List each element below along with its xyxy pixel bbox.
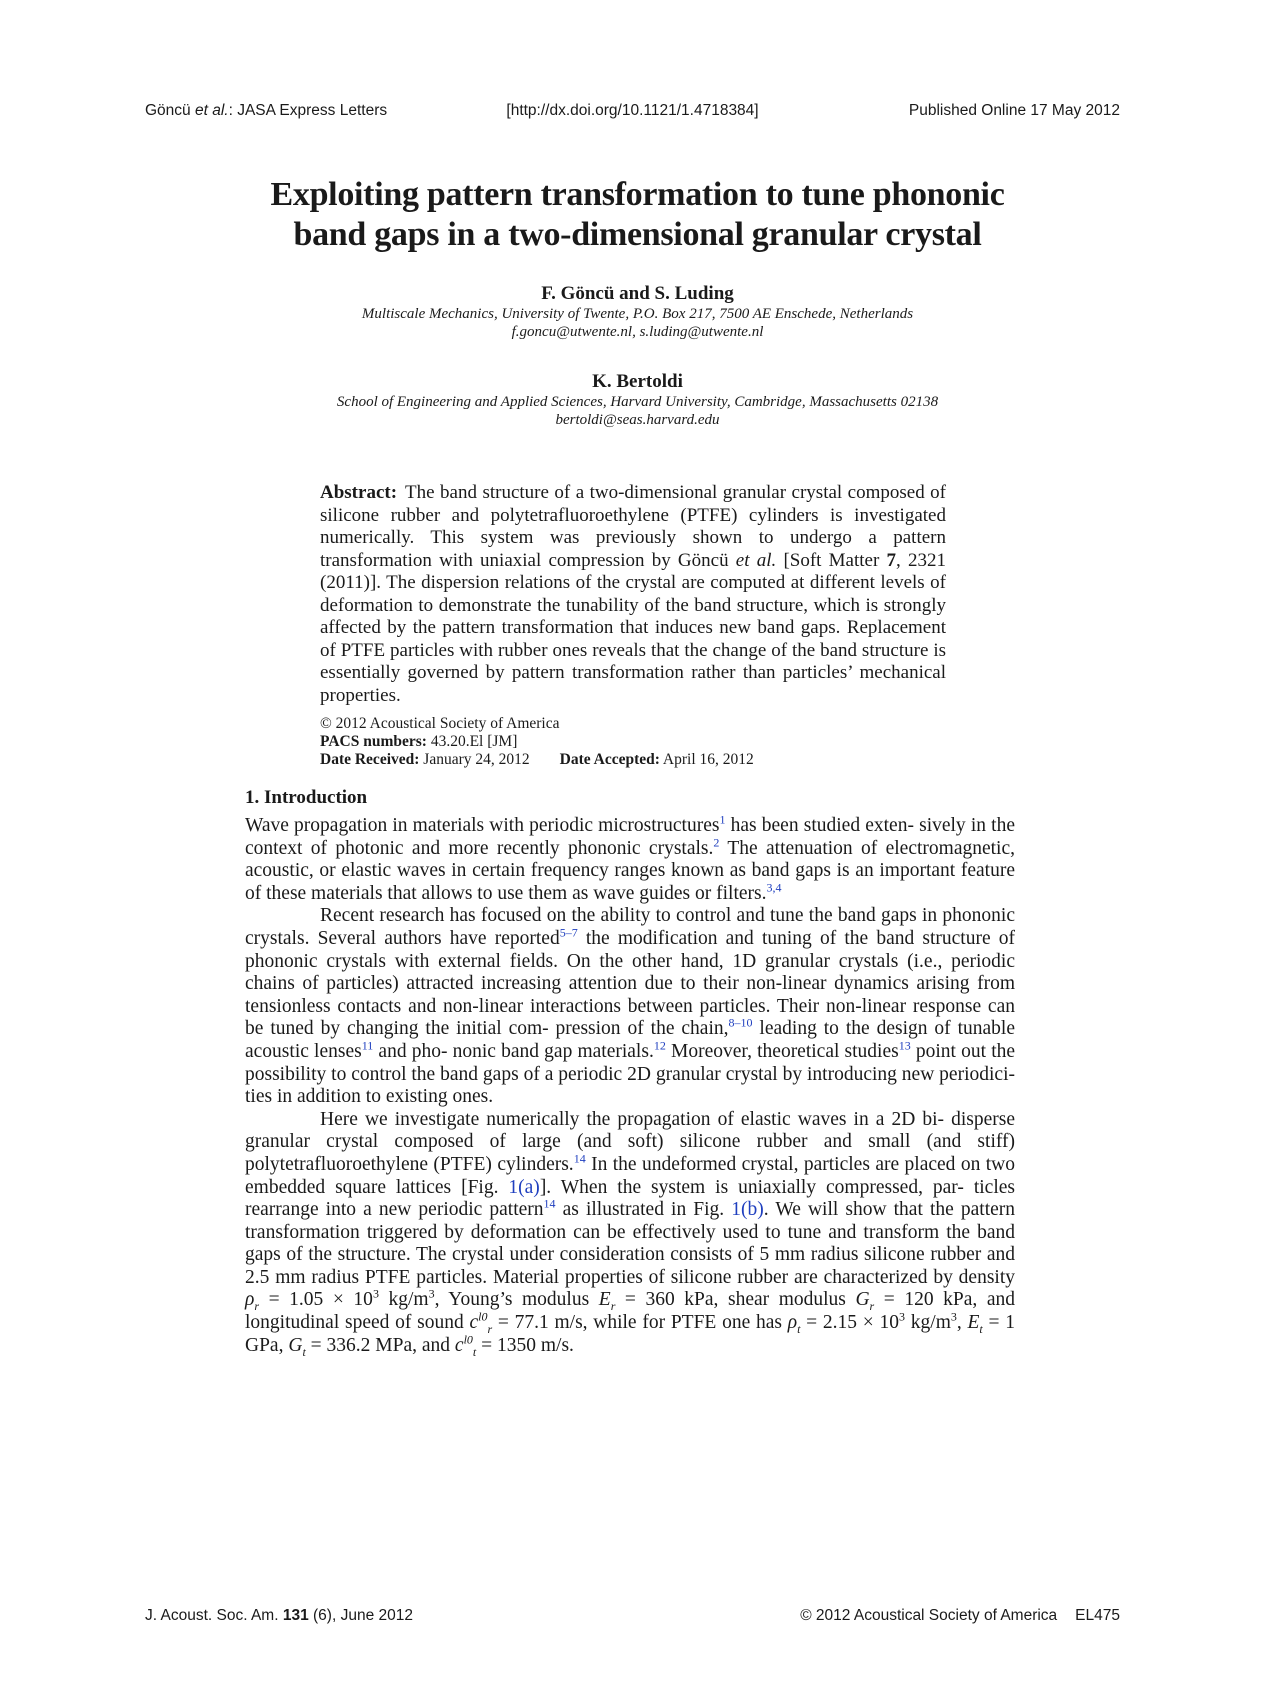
text-run: as illustrated in Fig.: [555, 1199, 732, 1221]
math-value: = 1.05 × 10: [259, 1289, 373, 1311]
math-unit: kg/m: [378, 1289, 429, 1311]
math-superscript: l0: [478, 1309, 488, 1324]
email-1[interactable]: f.goncu@utwente.nl, s.luding@utwente.nl: [511, 324, 764, 340]
abstract-copyright: © 2012 Acoustical Society of America: [320, 715, 560, 732]
math-value: = 360 kPa, shear modulus: [615, 1289, 856, 1311]
citation-ref[interactable]: 5–7: [559, 925, 578, 940]
math-symbol: ρ: [787, 1312, 798, 1334]
paragraph-2: [245, 905, 1015, 1108]
math-subscript: t: [472, 1344, 477, 1359]
text-run: In the undeformed crystal, particles are placed on two embedded square lattices [Fig.: [245, 1153, 1015, 1198]
footer-right: [800, 1607, 1120, 1625]
paper-title: [150, 175, 1125, 255]
author-names-1: F. Göncü and S. Luding: [541, 283, 734, 304]
abstract-text-3: , 2321 (2011)]. The dispersion relations of the crystal are computed at different levels of deformation to demonstrate the tunability of the band structure, which is strongly affected by the pattern transformation that induces new band gaps. Replacement of PTFE particles with rubber ones reveals that the change of the band structure is essentially governed by pattern transformation rather than particles’ mechanical properties.: [320, 549, 946, 706]
footer-journal-info: [145, 1607, 413, 1625]
math-value: = 77.1 m/s, while for PTFE one has: [492, 1312, 788, 1334]
header-journal: : JASA Express Letters: [228, 102, 388, 119]
author-names-2: K. Bertoldi: [592, 371, 683, 392]
accepted-label: Date Accepted:: [559, 751, 660, 768]
figure-link[interactable]: 1(a): [508, 1176, 540, 1198]
abstract-etal: et al.: [735, 549, 777, 571]
citation-ref[interactable]: 11: [361, 1038, 374, 1053]
affiliation-1: Multiscale Mechanics, University of Twente, P.O. Box 217, 7500 AE Enschede, Netherlands: [361, 306, 914, 322]
text-run: , Young’s modulus: [434, 1289, 599, 1311]
abstract: [320, 482, 946, 707]
math-symbol: ρ: [245, 1289, 255, 1311]
math-exponent: 3: [372, 1286, 379, 1301]
math-symbol: G: [288, 1334, 303, 1356]
footer-issue: (6), June 2012: [308, 1607, 413, 1624]
math-exponent: 3: [428, 1286, 435, 1301]
abstract-text-1: The band structure of a two-dimensional granular crystal composed of silicone rubber and polytetrafluoroethylene (PTFE) cylinders is investigated numerically. This system was previously shown to undergo a pattern transformation with uniaxial compression by Göncü: [320, 482, 946, 571]
math-value: = 1350 m/s.: [476, 1334, 574, 1356]
paragraph-3: [245, 1109, 1015, 1358]
running-head: [145, 102, 1120, 122]
pacs-line: [320, 733, 946, 751]
title-line-1: Exploiting pattern transformation to tune phononic: [270, 176, 1005, 213]
math-symbol: G: [855, 1289, 870, 1311]
citation-ref[interactable]: 14: [543, 1196, 556, 1211]
text-run: Recent research has focused on the ability to control and tune the band gaps in phononic crystals. Several authors have reported: [245, 905, 1015, 949]
paragraph-1: [245, 812, 1015, 905]
text-run: ]. When the system is uniaxially compressed, par- ticles rearrange into a new periodic pattern: [245, 1176, 1015, 1221]
citation-ref[interactable]: 12: [653, 1038, 666, 1053]
author-block-2: [150, 371, 1125, 429]
accepted-value: April 16, 2012: [659, 751, 754, 768]
math-exponent: 3: [899, 1309, 906, 1324]
body-text: [245, 812, 1016, 1359]
section-heading: 1. Introduction: [245, 787, 368, 808]
math-exponent: 3: [950, 1309, 957, 1324]
math-subscript: r: [869, 1299, 875, 1314]
math-unit: kg/m: [905, 1312, 951, 1334]
text-run: ,: [956, 1312, 968, 1334]
received-label: Date Received:: [320, 751, 420, 768]
text-run: and pho- nonic band gap materials.: [373, 1040, 654, 1062]
text-run: the modification and tuning of the band structure of phononic crystals with external fields. On the other hand, 1D granular crystals (i.e., periodic chains of particles) attracted increasing attention due to their non-linear dynamics arising from tensionless contacts and non-linear interactions between particles. Their non-linear response can be tuned by changing the initial com- pression of the chain,: [245, 927, 1015, 1040]
citation-ref[interactable]: 2: [713, 835, 720, 850]
math-value: = 2.15 × 10: [800, 1312, 900, 1334]
citation-ref[interactable]: 8–10: [728, 1015, 753, 1030]
math-subscript: r: [254, 1299, 260, 1314]
math-value: = 1 GPa,: [245, 1312, 1015, 1356]
text-run: Wave propagation in materials with periodic microstructures: [245, 815, 720, 836]
text-run: . We will show that the pattern transformation triggered by deformation can be effectively used to tune and transform the band gaps of the structure. The crystal under consideration consists of 5 mm radius silicone rubber and 2.5 mm radius PTFE particles. Material properties of silicone rubber are characterized by density: [245, 1199, 1016, 1288]
citation-ref[interactable]: 1: [719, 812, 726, 827]
text-run: Here we investigate numerically the propagation of elastic waves in a 2D bi- disperse granular crystal composed of large (and soft) silicone rubber and small (and stiff) polytetrafluoroethylene (PTFE) cylinders.: [245, 1108, 1015, 1175]
footer-volume: 131: [282, 1607, 309, 1624]
text-run: leading to the design of tunable acoustic lenses: [245, 1018, 1015, 1062]
math-subscript: t: [797, 1321, 801, 1336]
text-run: Moreover, theoretical studies: [665, 1040, 899, 1062]
pacs-value: 43.20.El [JM]: [426, 733, 518, 750]
doi-link[interactable]: [http://dx.doi.org/10.1121/1.4718384]: [506, 102, 759, 119]
math-subscript: r: [487, 1321, 493, 1336]
pacs-label: PACS numbers:: [320, 733, 427, 750]
math-value: = 336.2 MPa, and: [305, 1334, 455, 1356]
footer-journal: J. Acoust. Soc. Am.: [145, 1607, 283, 1624]
published-date: Published Online 17 May 2012: [908, 102, 1120, 119]
citation-ref[interactable]: 14: [573, 1151, 586, 1166]
abstract-label: Abstract:: [320, 482, 398, 503]
header-etal: et al.: [194, 102, 229, 119]
math-subscript: r: [610, 1299, 616, 1314]
page-footer: [145, 1607, 1120, 1627]
received-value: January 24, 2012: [419, 751, 530, 768]
title-line-2: band gaps in a two-dimensional granular crystal: [293, 216, 982, 253]
text-run: has been studied exten- sively in the context of photonic and more recently phononic crystals.: [245, 815, 1015, 859]
affiliation-2: School of Engineering and Applied Sciences, Harvard University, Cambridge, Massachusetts 02138: [336, 394, 939, 410]
dates-line: [320, 751, 946, 769]
math-subscript: t: [979, 1321, 983, 1336]
math-symbol: c: [454, 1334, 464, 1356]
math-symbol: c: [469, 1312, 479, 1334]
math-symbol: E: [967, 1312, 980, 1334]
header-author: Göncü: [145, 102, 195, 119]
math-superscript: l0: [463, 1332, 473, 1347]
page-number: EL475: [1075, 1607, 1120, 1624]
math-subscript: t: [302, 1344, 306, 1359]
footer-copyright: © 2012 Acoustical Society of America: [800, 1607, 1058, 1624]
figure-link[interactable]: 1(b): [731, 1199, 764, 1221]
author-block-1: [150, 283, 1125, 341]
abstract-text-2: [Soft Matter: [776, 549, 887, 571]
text-run: The attenuation of electromagnetic, acoustic, or elastic waves in certain frequency ranges known as band gaps is an important feature of these materials that allows to use them as wave guides or filters.: [245, 837, 1015, 904]
citation-ref[interactable]: 13: [898, 1038, 911, 1053]
abstract-meta: [320, 715, 946, 769]
abstract-volume: 7: [886, 549, 897, 571]
email-2[interactable]: bertoldi@seas.harvard.edu: [555, 412, 720, 428]
text-run: point out the possibility to control the band gaps of a periodic 2D granular crystal by introducing new periodici- ties in addition to existing ones.: [245, 1040, 1016, 1108]
citation-ref[interactable]: 3,4: [766, 880, 782, 895]
math-value: = 120 kPa, and longitudinal speed of sound: [245, 1289, 1016, 1334]
math-symbol: E: [598, 1289, 611, 1311]
